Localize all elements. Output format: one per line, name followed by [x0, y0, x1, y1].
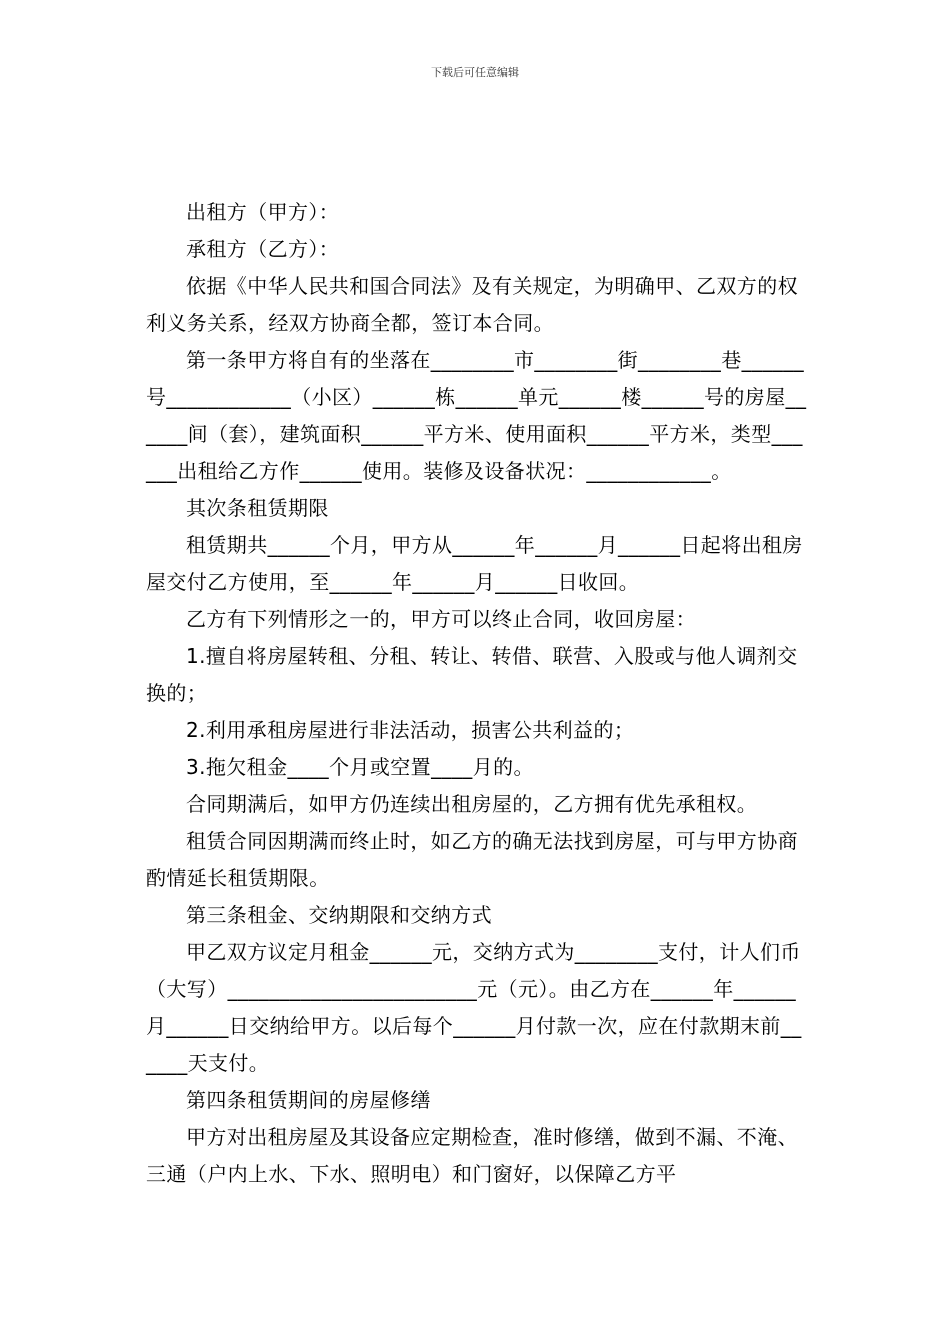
heading-article-3: 第三条租金、交纳期限和交纳方式: [186, 903, 492, 927]
list-item-illegal-use: 2.利用承租房屋进行非法活动，损害公共利益的；: [186, 718, 635, 742]
page-header-note: 下载后可任意编辑: [431, 66, 519, 79]
paragraph-lessee: 承租方（乙方）：: [186, 237, 340, 261]
paragraph-extension: 租赁合同因期满而终止时，如乙方的确无法找到房屋，可与甲方协商酌情延长租赁期限。: [146, 829, 798, 890]
list-item-arrears: 3.拖欠租金____个月或空置____月的。: [186, 755, 534, 779]
paragraph-article-1: 第一条甲方将自有的坐落在________市________街________巷______号____________（小区）______栋______单元______楼______号的房屋______间（套），建筑面积______平方米、使用面积______平方米，类型______出租给乙方作______使用。装修及设备状况：____________。: [146, 348, 807, 483]
paragraph-termination-intro: 乙方有下列情形之一的，甲方可以终止合同，收回房屋：: [186, 607, 696, 631]
heading-article-4: 第四条租赁期间的房屋修缮: [186, 1088, 431, 1112]
list-item-sublet: 1.擅自将房屋转租、分租、转让、转借、联营、入股或与他人调剂交换的；: [146, 644, 798, 705]
paragraph-priority-renewal: 合同期满后，如甲方仍连续出租房屋的，乙方拥有优先承租权。: [186, 792, 758, 816]
heading-article-2: 其次条租赁期限: [186, 496, 329, 520]
paragraph-lease-term: 租赁期共______个月，甲方从______年______月______日起将出租房屋交付乙方使用，至______年______月______日收回。: [146, 533, 803, 594]
paragraph-preamble: 依据《中华人民共和国合同法》及有关规定，为明确甲、乙双方的权利义务关系，经双方协商全都，签订本合同。: [146, 274, 798, 335]
contract-body: [146, 194, 808, 1193]
paragraph-lessor: 出租方（甲方）：: [186, 200, 340, 224]
paragraph-repairs: 甲方对出租房屋及其设备应定期检查，准时修缮，做到不漏、不淹、三通（户内上水、下水、照明电）和门窗好，以保障乙方平: [146, 1125, 798, 1186]
paragraph-rent-payment: 甲乙双方议定月租金______元，交纳方式为________支付，计人们币（大写）________________________元（元）。由乙方在______年______月______日交纳给甲方。以后每个______月付款一次，应在付款期末前______天支付。: [146, 940, 802, 1075]
